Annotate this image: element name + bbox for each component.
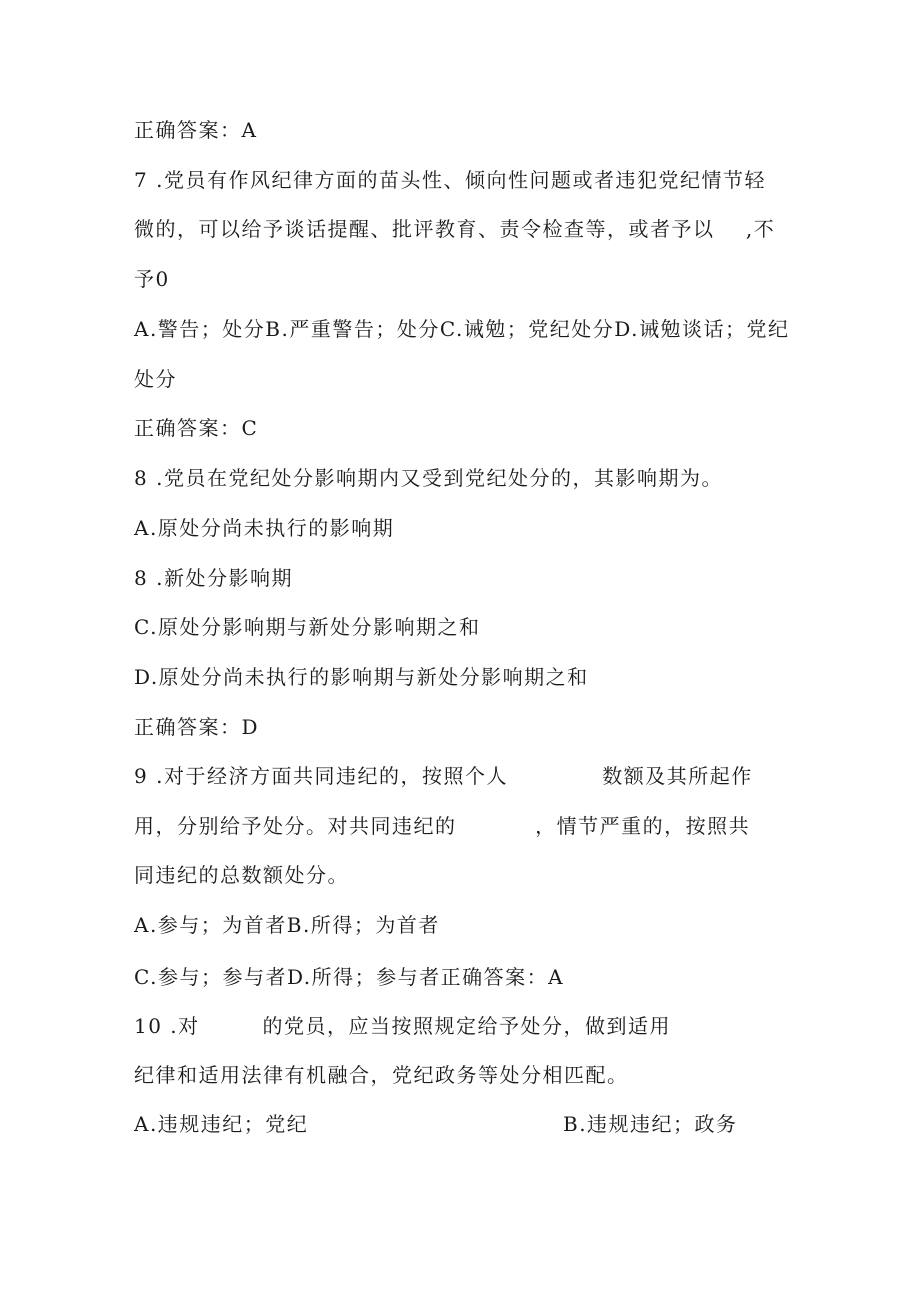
question-8-option-a: A.原处分尚未执行的影响期 [134, 516, 395, 540]
question-7-line-2: 微的，可以给予谈话提醒、批评教育、责令检查等，或者予以 ,不 [134, 217, 776, 241]
question-8-option-c: C.原处分影响期与新处分影响期之和 [134, 615, 481, 639]
question-7-options-line-2: 处分 [134, 367, 177, 391]
question-10-option-b: B.违规违纪；政务 [563, 1112, 738, 1136]
question-9-line-2: 用，分别给予处分。对共同违纪的 ，情节严重的，按照共 [134, 814, 751, 838]
answer-line-8: 正确答案：D [134, 715, 260, 739]
question-8-option-d: D.原处分尚未执行的影响期与新处分影响期之和 [134, 665, 589, 689]
question-8-stem: 8 .党员在党纪处分影响期内又受到党纪处分的，其影响期为。 [134, 466, 723, 490]
question-7-line-1: 7 .党员有作风纪律方面的苗头性、倾向性问题或者违犯党纪情节轻 [134, 168, 766, 192]
question-10-line-2: 纪律和适用法律有机融合，党纪政务等处分相匹配。 [134, 1063, 629, 1087]
answer-line-6: 正确答案：A [134, 118, 258, 142]
question-8-option-b: 8 .新处分影响期 [134, 566, 293, 590]
question-7-options-line-1: A.警告；处分B.严重警告；处分C.诫勉；党纪处分D.诫勉谈话；党纪 [134, 317, 790, 341]
question-9-options-cd-answer: C.参与；参与者D.所得；参与者正确答案：A [134, 965, 565, 989]
question-10-line-1: 10 .对 的党员，应当按照规定给予处分，做到适用 [134, 1014, 672, 1038]
question-7-line-3: 予0 [134, 267, 170, 291]
question-9-options-ab: A.参与；为首者B.所得；为首者 [134, 913, 440, 937]
question-10-option-a: A.违规违纪；党纪 [134, 1112, 309, 1136]
answer-line-7: 正确答案：C [134, 416, 259, 440]
question-9-line-1: 9 .对于经济方面共同违纪的，按照个人 数额及其所起作 [134, 764, 753, 788]
question-9-line-3: 同违纪的总数额处分。 [134, 863, 349, 887]
